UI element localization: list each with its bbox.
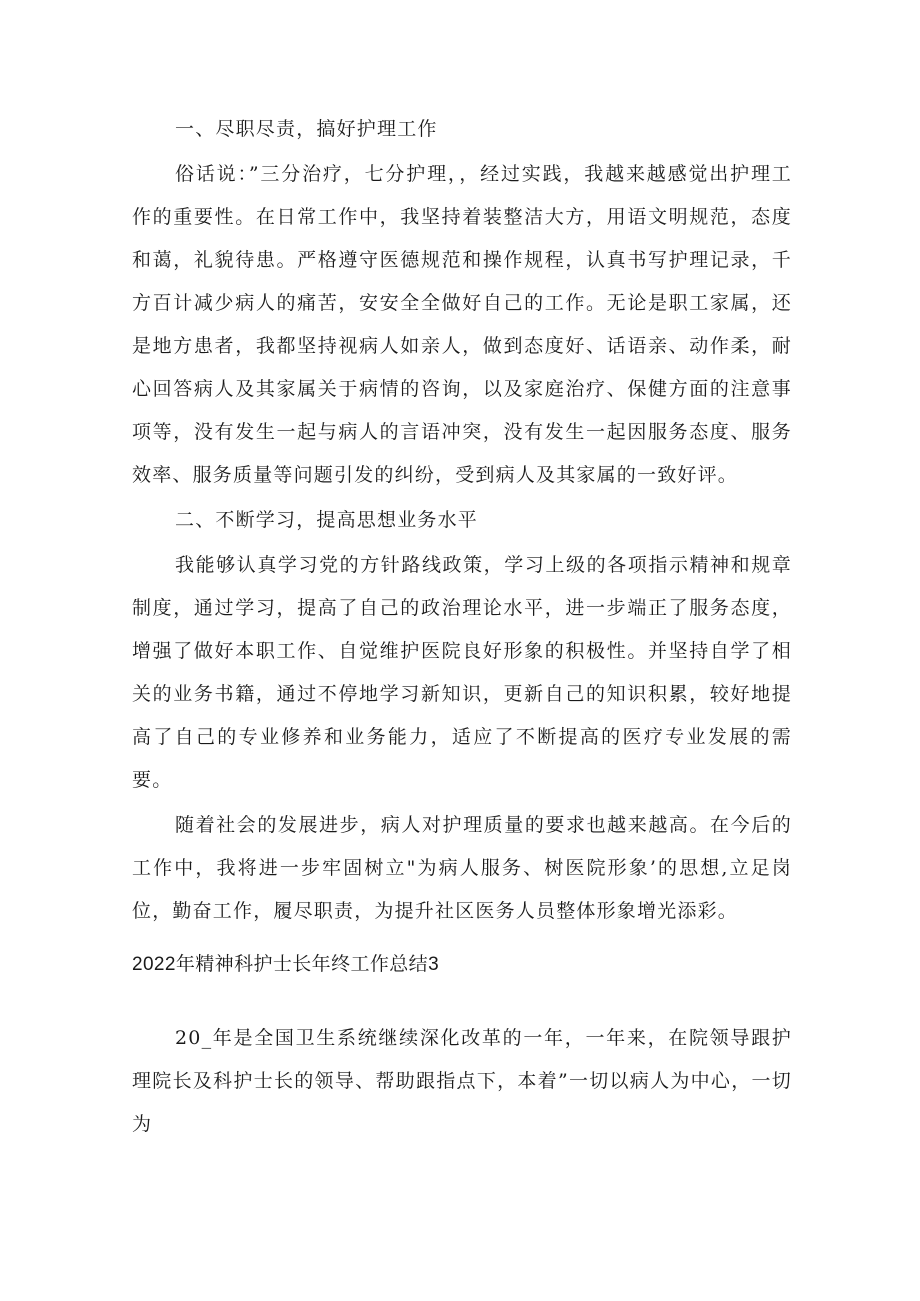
document-heading: 2022年精神科护士长年终工作总结3 — [132, 954, 440, 975]
paragraph-future: 随着社会的发展进步，病人对护理质量的要求也越来越高。在今后的工作中，我将进一步牢固树立"为病人服务、树医院形象’的思想,立足岗位，勤奋工作，履尽职责，为提升社区医务人员整体形象增光添彩。 — [132, 814, 792, 922]
paragraph-year-summary: 20_年是全国卫生系统继续深化改革的一年，一年来，在院领导跟护理院长及科护士长的领导、帮助跟指点下，本着”一切以病人为中心，一切为 — [132, 1027, 792, 1135]
section-heading-1: 一、尽职尽责，搞好护理工作 — [175, 118, 438, 140]
section-heading-2: 二、不断学习，提高思想业务水平 — [175, 509, 479, 531]
paragraph-nursing-work: 俗话说：”三分治疗，七分护理，，经过实践，我越来越感觉出护理工作的重要性。在日常工作中，我坚持着装整洁大方，用语文明规范，态度和蔼，礼貌待患。严格遵守医德规范和操作规程，认真书写护理记录，千方百计减少病人的痛苦，安安全全做好自己的工作。无论是职工家属，还是地方患者，我都坚持视病人如亲人，做到态度好、话语亲、动作柔，耐心回答病人及其家属关于病情的咨询，以及家庭治疗、保健方面的注意事项等，没有发生一起与病人的言语冲突，没有发生一起因服务态度、服务效率、服务质量等问题引发的纠纷，受到病人及其家属的一致好评。 — [132, 163, 792, 486]
paragraph-study: 我能够认真学习党的方针路线政策，学习上级的各项指示精神和规章制度，通过学习，提高了自己的政治理论水平，进一步端正了服务态度，增强了做好本职工作、自觉维护医院良好形象的积极性。并坚持自学了相关的业务书籍，通过不停地学习新知识，更新自己的知识积累，较好地提高了自己的专业修养和业务能力，适应了不断提高的医疗专业发展的需要。 — [132, 554, 792, 791]
document-body — [132, 108, 792, 1146]
